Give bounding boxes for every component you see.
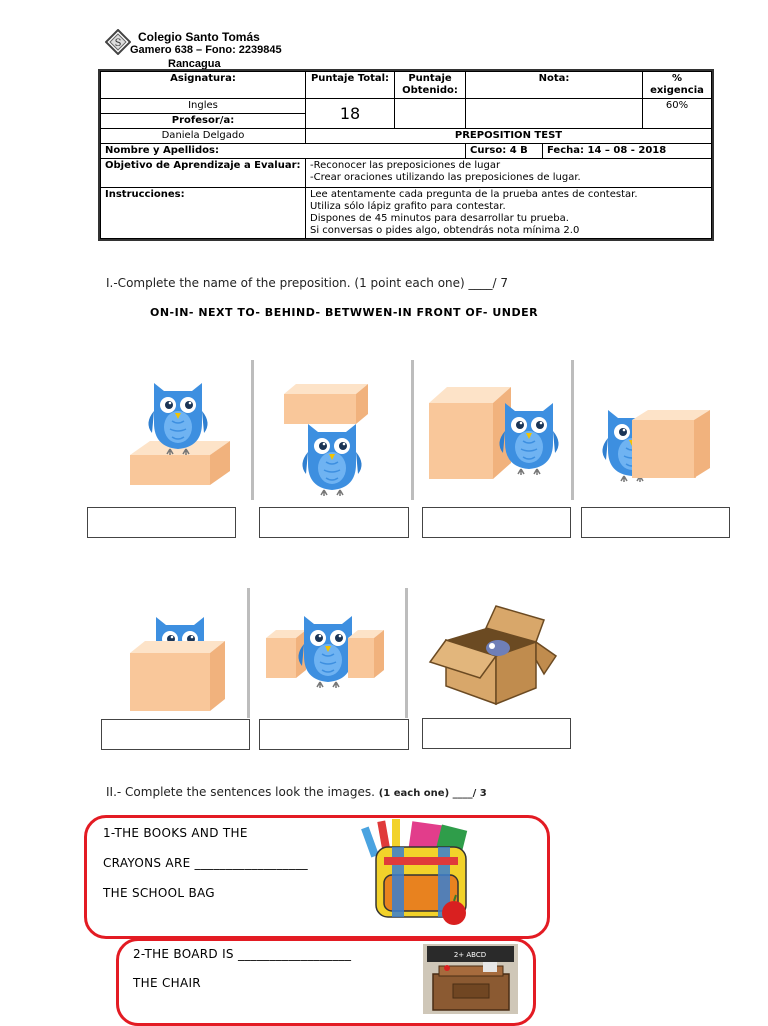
objetivo-line-2: -Crear oraciones utilizando las preposiciones de lugar. [310,172,581,183]
instrucciones-label: Instrucciones: [101,188,306,239]
sentence-1-line-3: THE SCHOOL BAG [103,886,215,900]
instruction-line-3: Dispones de 45 minutos para desarrollar tu prueba. [310,213,569,224]
instrucciones-text [306,188,712,239]
nota-label: Nota: [466,72,643,99]
image-divider [571,360,574,500]
owl-peeking-behind-box-picture [125,605,235,715]
owl-under-box-picture [272,378,392,496]
school-address: Gamero 638 – Fono: 2239845 [130,44,282,56]
svg-text:2+ ABCD: 2+ ABCD [453,951,487,959]
answer-box-5[interactable] [101,719,250,750]
section-2-title [106,785,487,799]
puntaje-obtenido-label: Puntaje Obtenido: [395,72,466,99]
board-and-chair-picture [423,944,518,1014]
school-name: Colegio Santo Tomás [138,30,260,44]
answer-box-4[interactable] [581,507,730,538]
profesor-label: Profesor/a: [101,114,306,129]
teacher-name: Daniela Delgado [101,129,306,144]
owl-in-front-of-box-picture [425,383,565,483]
puntaje-total-label: Puntaje Total: [306,72,395,99]
image-divider [247,588,250,718]
grade-field[interactable] [466,99,643,129]
sentence-2-line-2: THE CHAIR [133,976,201,990]
answer-box-1[interactable] [87,507,236,538]
sentence-1-line-2[interactable]: CRAYONS ARE __________________ [103,856,308,870]
answer-box-7[interactable] [422,718,571,749]
section-2-points: (1 each one) ____/ 3 [378,788,487,799]
school-city: Rancagua [168,58,221,70]
image-divider [411,360,414,500]
preposition-word-bank: ON-IN- NEXT TO- BEHIND- BETWWEN-IN FRONT OF- UNDER [150,306,539,319]
nombre-label[interactable]: Nombre y Apellidos: [101,144,466,159]
school-logo-icon [105,29,131,55]
image-divider [405,588,408,718]
exigencia-label: % exigencia [643,72,712,99]
objetivo-line-1: -Reconocer las preposiciones de lugar [310,160,501,171]
score-total: 18 [306,99,395,129]
test-header-table [100,71,712,239]
owl-between-boxes-picture [262,608,392,708]
subject-value: Ingles [101,99,306,114]
owl-behind-box-picture [590,398,720,488]
sentence-1-line-1: 1-THE BOOKS AND THE [103,826,248,840]
answer-box-3[interactable] [422,507,571,538]
exigencia-value: 60% [643,99,712,129]
curso-value: Curso: 4 B [466,144,543,159]
section-2-title-main: II.- Complete the sentences look the images. [106,785,375,799]
image-divider [251,360,254,500]
objetivo-text [306,159,712,188]
score-obtained-field[interactable] [395,99,466,129]
objetivo-label: Objetivo de Aprendizaje a Evaluar: [101,159,306,188]
answer-box-6[interactable] [259,719,409,750]
owl-on-box-picture [120,375,235,490]
asignatura-label: Asignatura: [101,72,306,99]
test-title: PREPOSITION TEST [306,129,712,144]
sentence-2-line-1[interactable]: 2-THE BOARD IS __________________ [133,947,352,961]
instruction-line-2: Utiliza sólo lápiz grafito para contestar. [310,201,506,212]
fecha-value: Fecha: 14 – 08 - 2018 [543,144,712,159]
instruction-line-1: Lee atentamente cada pregunta de la prueba antes de contestar. [310,189,638,200]
answer-box-2[interactable] [259,507,409,538]
svg-text:S: S [114,38,122,49]
open-cardboard-box-picture [426,600,561,710]
school-bag-picture [358,817,493,929]
instruction-line-4: Si conversas o pides algo, obtendrás nota mínima 2.0 [310,225,580,236]
section-1-title: I.-Complete the name of the preposition. (1 point each one) ____/ 7 [106,276,509,290]
